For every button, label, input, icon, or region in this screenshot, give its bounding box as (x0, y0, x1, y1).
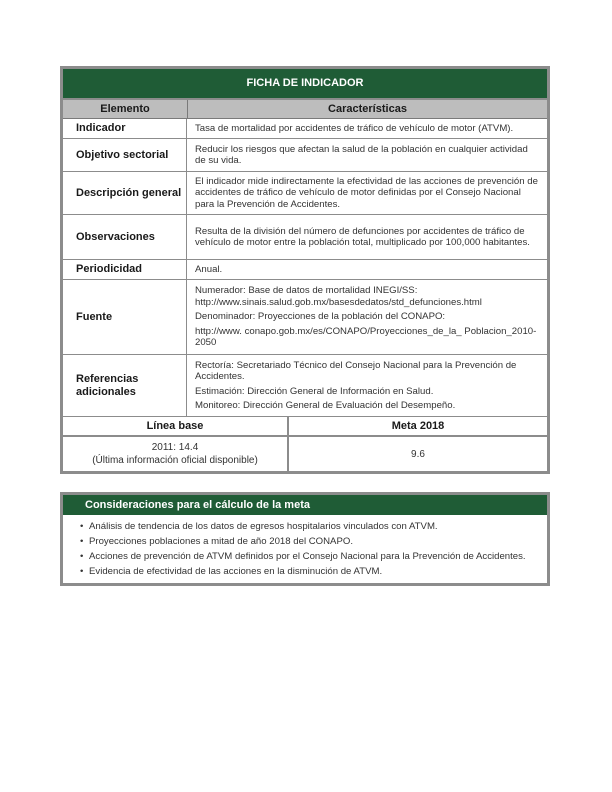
target-label: Meta 2018 (289, 417, 547, 437)
table-row (63, 139, 547, 172)
row-text: Rectoría: Secretariado Técnico del Consejo Nacional para la Prevención de Accidentes. (195, 359, 517, 382)
row-text: Reducir los riesgos que afectan la salud de la población en cualquier actividad de su vida. (195, 143, 528, 166)
table-header (63, 100, 547, 119)
row-text: Denominador: Proyecciones de la población del CONAPO: (195, 311, 446, 323)
baseline-value-cell (63, 437, 287, 471)
table-row (63, 355, 547, 416)
list-item: • Evidencia de efectividad de las acciones en la disminución de ATVM. (89, 564, 543, 579)
row-text: Resulta de la división del número de defunciones por accidentes de tráfico de vehículo de motor entre la población total, multiplicado por 100,000 habitantes. (195, 225, 530, 248)
baseline-label: Línea base (63, 417, 287, 437)
header-element: Elemento (63, 100, 188, 118)
baseline-value: 2011: 14.4 (151, 442, 199, 453)
list-item: • Proyecciones poblaciones a mitad de año 2018 del CONAPO. (89, 534, 543, 549)
target-value: 9.6 (411, 448, 425, 460)
table-row (63, 280, 547, 355)
row-text: Estimación: Dirección General de Información en Salud. (195, 385, 434, 397)
indicator-sheet (60, 66, 550, 474)
baseline-target-table (63, 416, 547, 471)
row-text: El indicador mide indirectamente la efectividad de las acciones de prevención de accidentes de tráfico de vehículo de motor definidas por el Consejo Nacional para la Prevención de Accidentes. (195, 175, 538, 210)
table-row (63, 119, 547, 139)
considerations-title: Consideraciones para el cálculo de la meta (63, 495, 547, 515)
table-row (63, 215, 547, 260)
row-label: Indicador (63, 119, 187, 138)
row-label: Observaciones (63, 215, 187, 259)
row-text: Tasa de mortalidad por accidentes de tráfico de vehículo de motor (ATVM). (195, 122, 514, 134)
target-value-cell (289, 437, 547, 471)
row-text: http://www. conapo.gob.mx/es/CONAPO/Proyecciones_de_la_ Poblacion_2010-2050 (195, 325, 537, 349)
row-label: Descripción general (63, 172, 187, 214)
list-item: • Acciones de prevención de ATVM definidos por el Consejo Nacional para la Prevención de Accidentes. (89, 549, 543, 564)
table-row (63, 260, 547, 280)
row-text: Monitoreo: Dirección General de Evaluación del Desempeño. (195, 400, 456, 411)
header-characteristics: Características (328, 103, 407, 115)
sheet-title: FICHA DE INDICADOR (63, 69, 547, 100)
baseline-note: (Última información oficial disponible) (92, 455, 258, 466)
table-row (63, 172, 547, 215)
row-label: Objetivo sectorial (63, 139, 187, 171)
row-label: Referencias adicionales (63, 355, 187, 416)
row-label: Fuente (63, 280, 187, 354)
considerations-box (60, 492, 550, 586)
list-item: • Análisis de tendencia de los datos de egresos hospitalarios vinculados con ATVM. (89, 519, 543, 534)
row-text: Anual. (195, 263, 223, 275)
row-text: Numerador: Base de datos de mortalidad INEGI/SS: http://www.sinais.salud.gob.mx/basesdedatos/std_defunciones.html (195, 285, 482, 308)
row-label: Periodicidad (63, 260, 187, 279)
considerations-list (63, 515, 547, 583)
